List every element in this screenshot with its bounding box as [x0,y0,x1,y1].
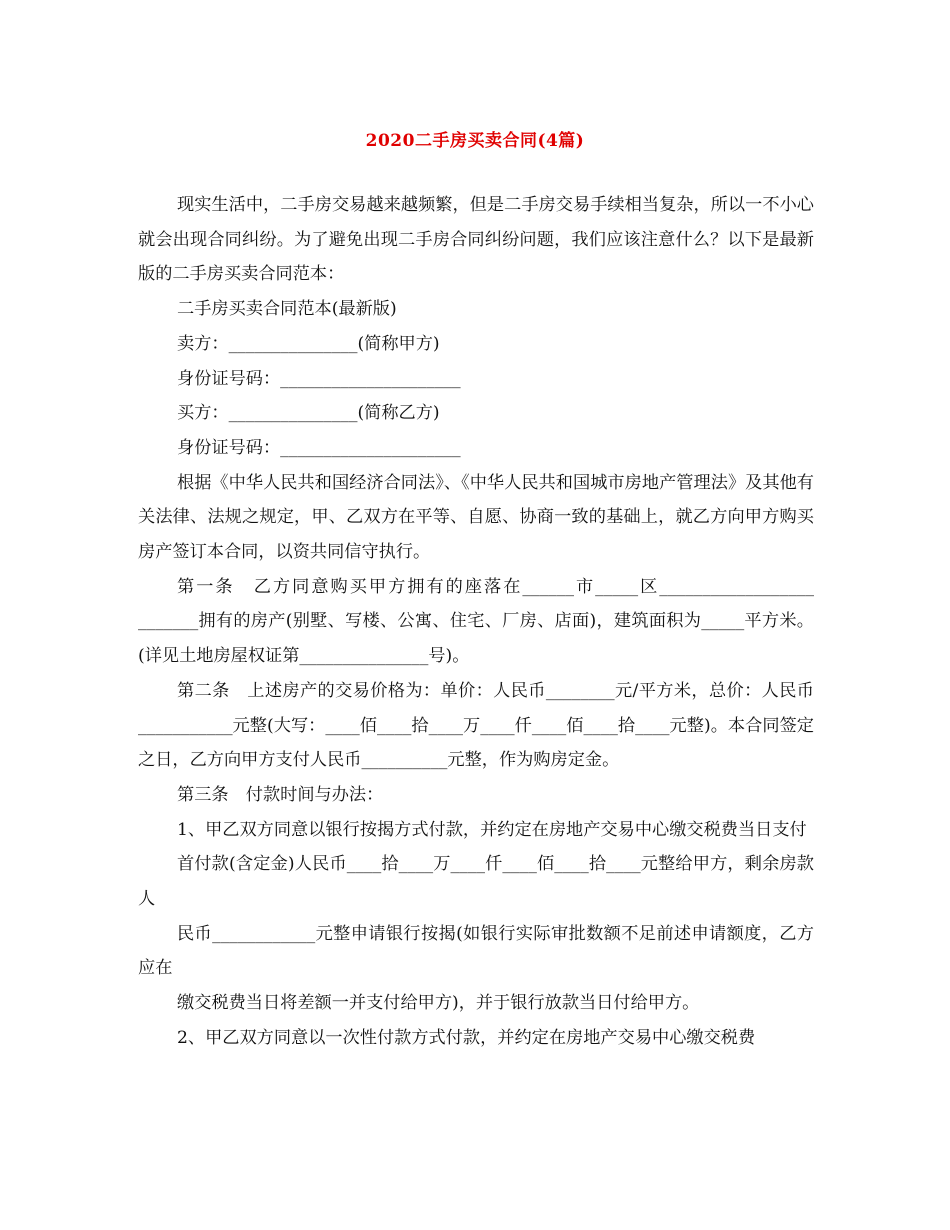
document-body [138,188,814,1056]
article-2-paragraph: 第二条 上述房产的交易价格为：单价：人民币________元/平方米，总价：人民币___________元整(大写：____佰____拾____万____仟____佰____拾____元整)。本合同签定之日，乙方向甲方支付人民币__________元整，作为购房定金。 [138,680,814,771]
document-title: 2020二手房买卖合同(4篇) [365,131,585,151]
payment-item-1-tax: 缴交税费当日将差额一并支付给甲方)，并于银行放款当日付给甲方。 [177,993,700,1014]
payment-item-2: 2、甲乙双方同意以一次性付款方式付款，并约定在房地产交易中心缴交税费 [177,1027,756,1048]
payment-item-1-mortgage: 民币____________元整申请银行按揭(如银行实际审批数额不足前述申请额度，乙方应在 [138,923,814,979]
payment-item-1: 1、甲乙双方同意以银行按揭方式付款，并约定在房地产交易中心缴交税费当日支付 [177,819,807,840]
seller-line: 卖方：_______________(简称甲方) [177,333,440,354]
contract-subtitle: 二手房买卖合同范本(最新版) [177,299,397,320]
intro-paragraph: 现实生活中，二手房交易越来越频繁，但是二手房交易手续相当复杂，所以一不小心就会出现合同纠纷。为了避免出现二手房合同纠纷问题，我们应该注意什么？以下是最新版的二手房买卖合同范本： [138,195,814,285]
buyer-id-line: 身份证号码：_____________________ [177,437,461,458]
article-3-heading: 第三条 付款时间与办法： [177,784,384,805]
seller-id-line: 身份证号码：_____________________ [177,368,461,389]
article-1-paragraph: 第一条 乙方同意购买甲方拥有的座落在______市_____区__________________ _______拥有的房产(别墅、写楼、公寓、住宅、厂房、店面)，建筑面积为_____平方米。(详见土地房屋权证第_______________号)。 [138,576,814,667]
buyer-line: 买方：_______________(简称乙方) [177,403,440,424]
payment-item-1-down-payment: 首付款(含定金)人民币____拾____万____仟____佰____拾____元整给甲方，剩余房款人 [138,854,814,910]
legal-basis-paragraph: 根据《中华人民共和国经济合同法》、《中华人民共和国城市房地产管理法》及其他有关法律、法规之规定，甲、乙双方在平等、自愿、协商一致的基础上，就乙方向甲方购买房产签订本合同，以资共同信守执行。 [138,472,814,563]
